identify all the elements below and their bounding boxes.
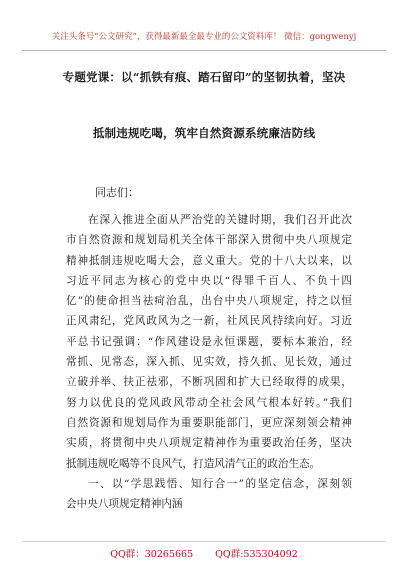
- body-line: 精神抵制违规吃喝大会，意义重大。党的十八大以来，以: [66, 254, 352, 267]
- header-note: 关注头条号“公文研究”，获得最新最全最专业的公文资料库！ 微信：gongwenyj: [51, 32, 357, 42]
- body-line: 平总书记强调：“作风建设是永恒课题，要标本兼治，经: [66, 335, 352, 348]
- document-title-line-1: 专题党课：以“抓铁有痕、踏石留印”的坚韧执着，坚决: [62, 70, 346, 84]
- footer-qq-group-1: QQ群：30265665: [110, 549, 194, 560]
- body-line: 抵制违规吃喝等不良风气，打造风清气正的政治生态。: [66, 457, 321, 470]
- header-divider: [22, 50, 386, 51]
- salutation: 同志们：: [95, 186, 139, 199]
- body-line: 常抓、见常态，深入抓、见实效，持久抓、见长效，通过: [66, 356, 352, 369]
- body-line: 在深入推进全面从严治党的关键时期，我们召开此次: [88, 214, 352, 226]
- body-line: 正风肃纪，党风政风为之一新，社风民风持续向好。习近: [66, 315, 352, 328]
- footer-qq-group-2: QQ群:535304092: [215, 549, 298, 560]
- body-line: 立破并举、扶正祛邪，不断巩固和扩大已经取得的成果，: [66, 376, 352, 389]
- section-heading-line: 会中央八项规定精神内涵: [66, 498, 183, 511]
- body-line: 亿”的使命担当祛疴治乱，出台中央八项规定，持之以恒: [66, 295, 352, 308]
- section-heading-line: 一、以“学思践悟、知行合一”的坚定信念，深刻领: [88, 477, 352, 490]
- document-title-line-2: 抵制违规吃喝，筑牢自然资源系统廉洁防线: [92, 126, 316, 140]
- body-text: [66, 210, 352, 514]
- body-line: 习近平同志为核心的党中央以“得罪千百人、不负十四: [66, 274, 352, 287]
- body-line: 努力以优良的党风政风带动全社会风气根本好转。”我们: [66, 396, 352, 409]
- footer-contact: [0, 546, 408, 560]
- body-line: 市自然资源和规划局机关全体干部深入贯彻中央八项规定: [66, 234, 352, 247]
- body-line: 实质，将贯彻中央八项规定精神作为重要政治任务，坚决: [66, 437, 352, 450]
- body-line: 自然资源和规划局作为重要职能部门，更应深刻领会精神: [66, 416, 352, 429]
- footer-divider: [22, 541, 386, 542]
